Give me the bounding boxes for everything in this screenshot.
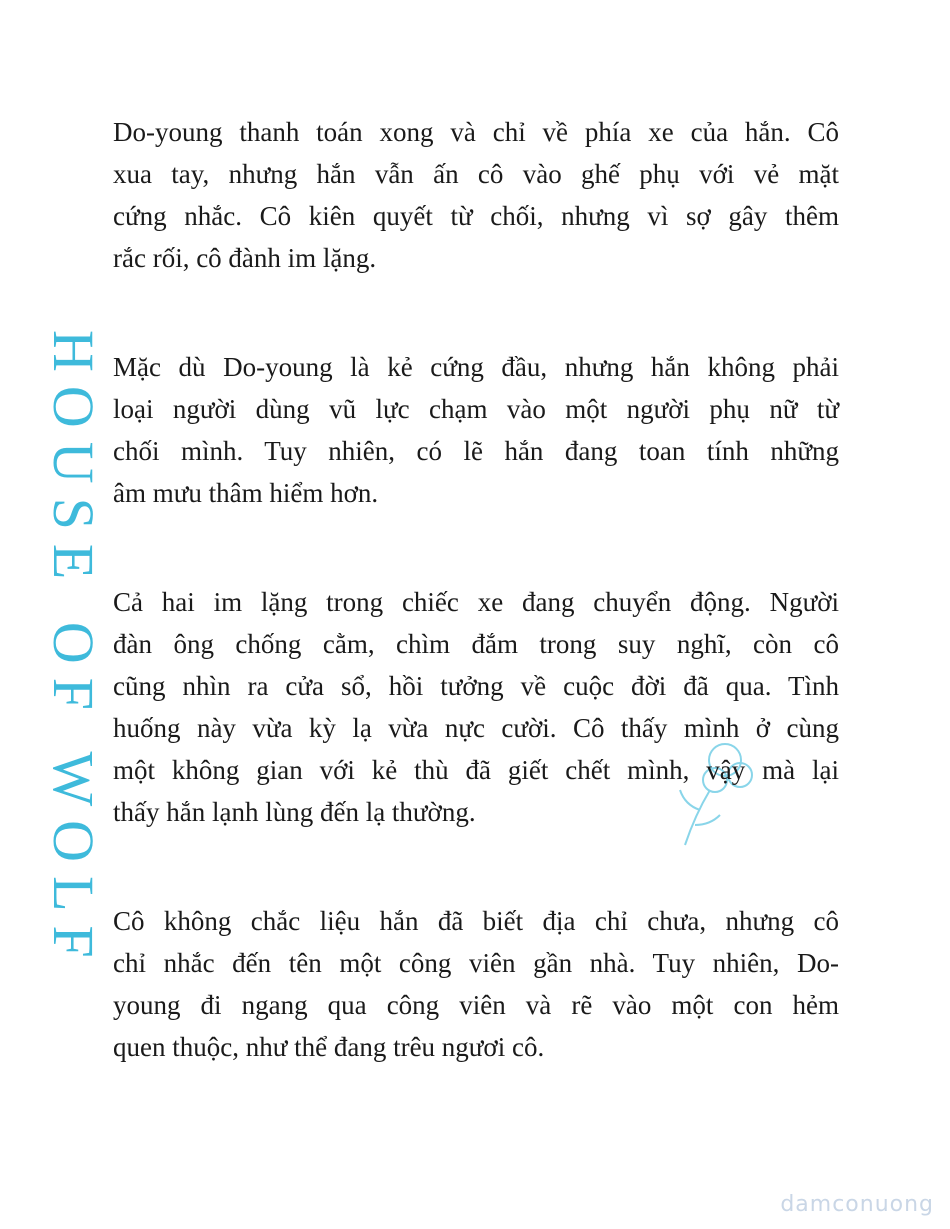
text-line: quen thuộc, như thể đang trêu ngươi cô.	[113, 1032, 545, 1062]
text-line: chối mình. Tuy nhiên, có lẽ hắn đang toan tính những	[113, 436, 839, 466]
paragraph-3	[113, 581, 839, 833]
text-line: Mặc dù Do-young là kẻ cứng đầu, nhưng hắn không phải	[113, 352, 839, 382]
text-line: Cả hai im lặng trong chiếc xe đang chuyển động. Người	[113, 587, 839, 617]
watermark-text: HOUSE OF WOLF	[41, 330, 106, 972]
text-line: xua tay, nhưng hắn vẫn ấn cô vào ghế phụ với vẻ mặt	[113, 159, 839, 189]
text-line: cứng nhắc. Cô kiên quyết từ chối, nhưng vì sợ gây thêm	[113, 201, 839, 231]
paragraph-1	[113, 111, 839, 279]
site-watermark: damconuong	[780, 1192, 934, 1217]
text-line: đàn ông chống cằm, chìm đắm trong suy nghĩ, còn cô	[113, 629, 839, 659]
text-line: cũng nhìn ra cửa sổ, hồi tưởng về cuộc đời đã qua. Tình	[113, 671, 839, 701]
text-line: Cô không chắc liệu hắn đã biết địa chỉ chưa, nhưng cô	[113, 906, 839, 936]
text-line: chỉ nhắc đến tên một công viên gần nhà. Tuy nhiên, Do-	[113, 948, 839, 978]
text-line: thấy hắn lạnh lùng đến lạ thường.	[113, 797, 476, 827]
text-line: young đi ngang qua công viên và rẽ vào một con hẻm	[113, 990, 839, 1020]
paragraph-2	[113, 346, 839, 514]
text-line: huống này vừa kỳ lạ vừa nực cười. Cô thấy mình ở cùng	[113, 713, 839, 743]
text-line: rắc rối, cô đành im lặng.	[113, 243, 377, 273]
document-page	[113, 111, 839, 1135]
paragraph-4	[113, 900, 839, 1068]
text-line: âm mưu thâm hiểm hơn.	[113, 478, 379, 508]
text-line: loại người dùng vũ lực chạm vào một người phụ nữ từ	[113, 394, 839, 424]
text-line: Do-young thanh toán xong và chỉ về phía xe của hắn. Cô	[113, 117, 839, 147]
text-line: một không gian với kẻ thù đã giết chết mình, vậy mà lại	[113, 755, 839, 785]
